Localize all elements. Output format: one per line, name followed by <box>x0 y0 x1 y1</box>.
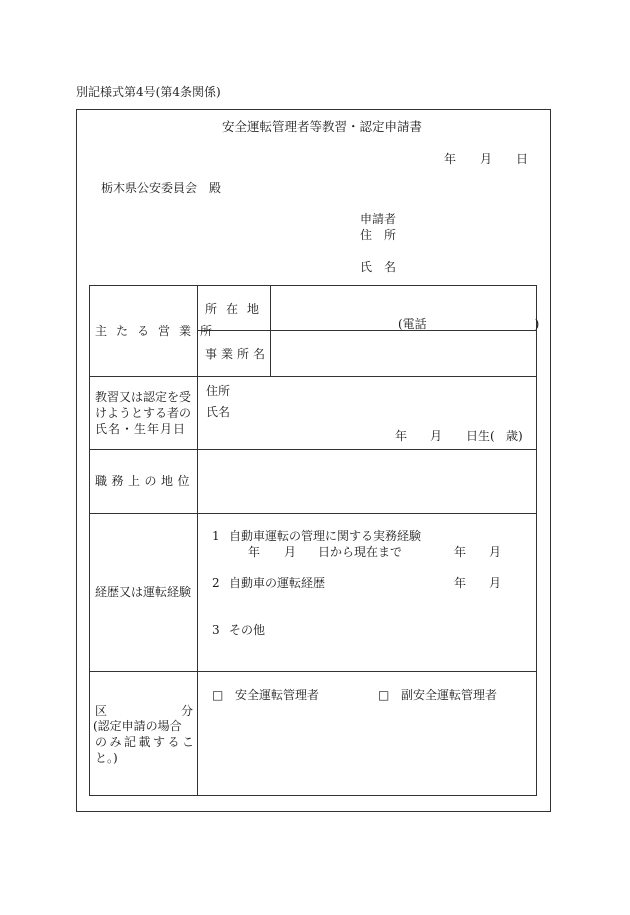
birth-day: 日生( <box>466 429 495 443</box>
office-name-label: 事業所名 <box>205 347 270 361</box>
experience-item-3: その他 <box>229 623 266 637</box>
experience-item-1-year: 年 <box>248 545 261 559</box>
experience-label: 経歴又は運転経験 <box>95 585 192 599</box>
row-divider-3 <box>89 513 536 514</box>
category-note-line-3: と。) <box>95 751 118 765</box>
safety-manager-option: 安全運転管理者 <box>235 688 320 702</box>
date-month: 月 <box>480 152 493 166</box>
applicant-address-label: 住 所 <box>360 228 397 242</box>
experience-item-1-since: 日から現在まで <box>318 545 403 559</box>
trainee-label-line-2: けようとする者の <box>95 406 192 420</box>
office-location-label: 所在地 <box>205 302 269 316</box>
row-divider-4 <box>89 671 536 672</box>
position-label: 職務上の地位 <box>95 474 195 488</box>
birth-month: 月 <box>430 429 443 443</box>
office-label: 主たる営業所 <box>95 324 222 338</box>
experience-item-1-number: 1 <box>212 529 220 543</box>
experience-item-1-period-year: 年 <box>454 545 467 559</box>
experience-item-2-period-year: 年 <box>454 576 467 590</box>
date-day: 日 <box>516 152 529 166</box>
category-label-a: 区 <box>95 704 108 718</box>
trainee-address-label: 住所 <box>206 384 231 398</box>
experience-item-2-number: 2 <box>212 576 220 590</box>
category-label-b: 分 <box>181 704 194 718</box>
experience-item-1-month: 月 <box>284 545 297 559</box>
trainee-label-line-3: 氏名・生年月日 <box>95 422 187 436</box>
experience-item-3-number: 3 <box>212 623 220 637</box>
trainee-name-label: 氏名 <box>206 405 231 419</box>
row-divider-2 <box>89 449 536 450</box>
safety-manager-checkbox[interactable]: □ <box>212 688 224 702</box>
experience-item-2: 自動車の運転経歴 <box>229 576 326 590</box>
office-phone: (電話 ) <box>398 317 540 331</box>
experience-item-1-period-month: 月 <box>489 545 502 559</box>
row-divider-1 <box>89 376 536 377</box>
applicant-label: 申請者 <box>360 212 397 226</box>
addressee: 栃木県公安委員会 殿 <box>101 181 222 195</box>
category-note-line-1: (認定申請の場合 <box>93 719 182 733</box>
deputy-manager-checkbox[interactable]: □ <box>378 688 390 702</box>
label-column-divider <box>197 285 198 795</box>
date-year: 年 <box>444 152 457 166</box>
trainee-label-line-1: 教習又は認定を受 <box>95 390 192 404</box>
applicant-name-label: 氏 名 <box>360 260 397 274</box>
experience-item-1: 自動車運転の管理に関する実務経験 <box>229 529 422 543</box>
deputy-manager-option: 副安全運転管理者 <box>401 688 498 702</box>
form-title: 安全運転管理者等教習・認定申請書 <box>222 119 423 134</box>
experience-item-2-period-month: 月 <box>489 576 502 590</box>
birth-year: 年 <box>395 429 408 443</box>
form-reference: 別記様式第4号(第4条関係) <box>76 85 221 99</box>
category-note-line-2: のみ記載するこ <box>95 735 197 749</box>
age: 歳) <box>506 429 523 443</box>
